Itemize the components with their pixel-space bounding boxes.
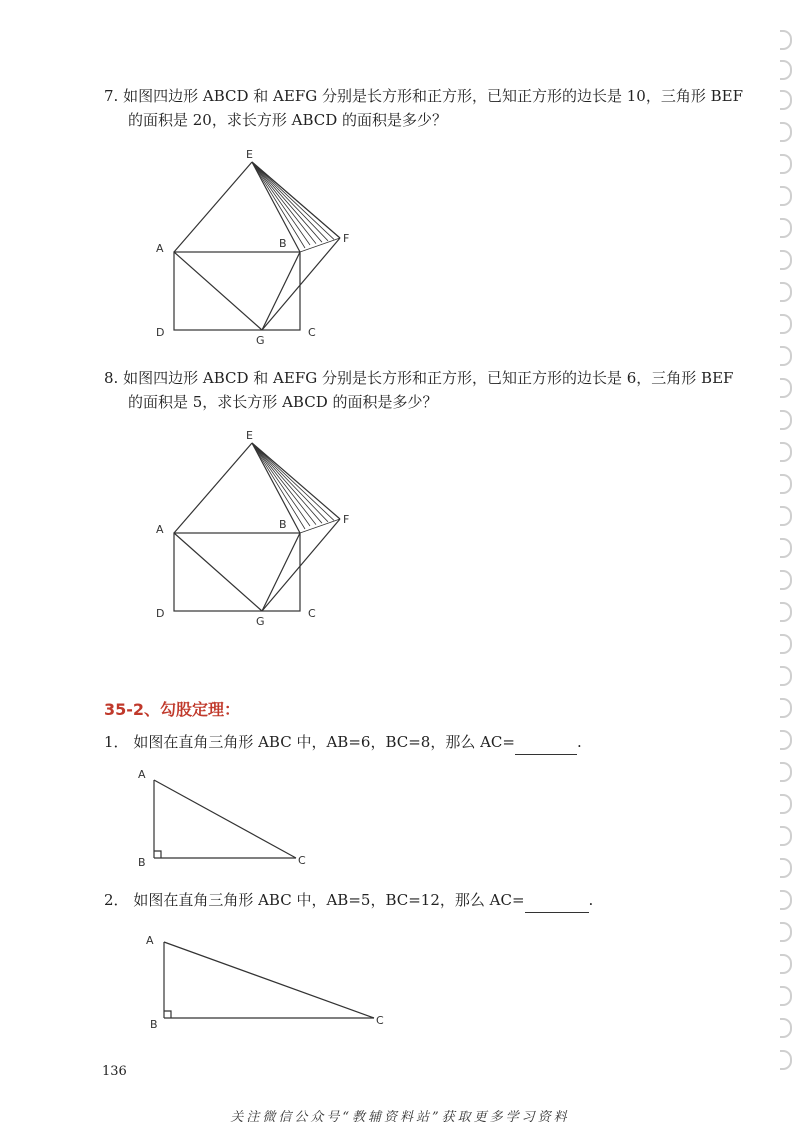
label-c: C bbox=[308, 607, 316, 620]
binding-ring bbox=[780, 890, 792, 910]
binding-ring bbox=[780, 506, 792, 526]
binding-ring bbox=[780, 538, 792, 558]
label-d: D bbox=[156, 326, 165, 339]
binding-ring bbox=[780, 730, 792, 750]
binding-ring bbox=[780, 122, 792, 142]
problem-7-line2: 的面积是 20，求长方形 ABCD 的面积是多少？ bbox=[128, 111, 448, 129]
right-angle-mark bbox=[154, 851, 161, 858]
label-a: A bbox=[156, 523, 164, 536]
pythagoras-1-figure bbox=[130, 762, 330, 876]
problem-7-text bbox=[104, 84, 744, 132]
pythagoras-2-text bbox=[104, 888, 744, 913]
segment-ae bbox=[174, 443, 252, 533]
binding-ring bbox=[780, 858, 792, 878]
label-b: B bbox=[279, 237, 287, 250]
pythagoras-1-question: 如图在直角三角形 ABC 中，AB=6，BC=8，那么 AC= bbox=[133, 733, 515, 751]
pythagoras-2-number: 2． bbox=[104, 891, 129, 909]
label-e: E bbox=[246, 148, 253, 161]
binding-ring bbox=[780, 666, 792, 686]
binding-ring bbox=[780, 762, 792, 782]
problem-8-line2: 的面积是 5，求长方形 ABCD 的面积是多少？ bbox=[128, 393, 438, 411]
problem-8-figure bbox=[140, 421, 380, 635]
right-triangle-1 bbox=[130, 762, 330, 872]
side-ac bbox=[154, 780, 296, 858]
section-title: 35-2、勾股定理： bbox=[104, 700, 241, 719]
label-g: G bbox=[256, 615, 265, 628]
label-b: B bbox=[138, 856, 146, 869]
problem-7-number: 7. bbox=[104, 87, 119, 105]
binding-ring bbox=[780, 346, 792, 366]
problem-7-diagram bbox=[140, 140, 380, 350]
pythagoras-2-figure bbox=[140, 928, 400, 1042]
pythagoras-2-question: 如图在直角三角形 ABC 中，AB=5，BC=12，那么 AC= bbox=[133, 891, 525, 909]
binding-ring bbox=[780, 570, 792, 590]
binding-ring bbox=[780, 30, 792, 50]
binding-ring bbox=[780, 250, 792, 270]
label-f: F bbox=[343, 513, 350, 526]
binding-ring bbox=[780, 410, 792, 430]
binding-ring bbox=[780, 186, 792, 206]
binding-ring bbox=[780, 826, 792, 846]
binding-ring bbox=[780, 602, 792, 622]
binding-ring bbox=[780, 1018, 792, 1038]
right-triangle-2 bbox=[140, 928, 400, 1038]
binding-ring bbox=[780, 60, 792, 80]
problem-7-figure bbox=[140, 140, 380, 354]
label-f: F bbox=[343, 232, 350, 245]
triangle-bef-hatching bbox=[252, 162, 340, 252]
side-ac bbox=[164, 942, 374, 1018]
binding-ring bbox=[780, 314, 792, 334]
problem-8-number: 8. bbox=[104, 369, 119, 387]
binding-ring bbox=[780, 698, 792, 718]
pythagoras-1-end: . bbox=[576, 733, 582, 751]
triangle-bef-hatching bbox=[252, 443, 340, 533]
binding-ring bbox=[780, 1050, 792, 1070]
problem-8-line1: 如图四边形 ABCD 和 AEFG 分别是长方形和正方形，已知正方形的边长是 6，三角形 BEF bbox=[123, 369, 734, 387]
label-c: C bbox=[298, 854, 306, 867]
pythagoras-2-end: . bbox=[588, 891, 594, 909]
segment-ae bbox=[174, 162, 252, 252]
problem-8-text bbox=[104, 366, 744, 414]
binding-ring bbox=[780, 154, 792, 174]
pythagoras-1-text bbox=[104, 730, 744, 755]
label-c: C bbox=[308, 326, 316, 339]
problem-8-diagram bbox=[140, 421, 380, 631]
label-d: D bbox=[156, 607, 165, 620]
segment-ag bbox=[174, 533, 262, 611]
label-c: C bbox=[376, 1014, 384, 1027]
binding-ring bbox=[780, 986, 792, 1006]
binding-ring bbox=[780, 474, 792, 494]
segment-eb bbox=[252, 443, 300, 533]
binding-ring bbox=[780, 282, 792, 302]
binding-ring bbox=[780, 378, 792, 398]
page-number: 136 bbox=[102, 1064, 127, 1079]
segment-ag bbox=[174, 252, 262, 330]
pythagoras-1-number: 1． bbox=[104, 733, 129, 751]
segment-ef bbox=[252, 443, 340, 519]
binding-ring bbox=[780, 922, 792, 942]
label-a: A bbox=[156, 242, 164, 255]
binding-ring bbox=[780, 954, 792, 974]
binding-ring bbox=[780, 634, 792, 654]
problem-7-line1: 如图四边形 ABCD 和 AEFG 分别是长方形和正方形，已知正方形的边长是 10，三角形 BEF bbox=[123, 87, 743, 105]
answer-blank[interactable] bbox=[515, 730, 577, 755]
label-a: A bbox=[146, 934, 154, 947]
label-b: B bbox=[150, 1018, 158, 1031]
right-angle-mark bbox=[164, 1011, 171, 1018]
answer-blank[interactable] bbox=[525, 888, 589, 913]
label-g: G bbox=[256, 334, 265, 347]
footer-note: 关注微信公众号“教辅资料站”获取更多学习资料 bbox=[230, 1110, 570, 1125]
binding-ring bbox=[780, 218, 792, 238]
segment-eb bbox=[252, 162, 300, 252]
label-b: B bbox=[279, 518, 287, 531]
label-a: A bbox=[138, 768, 146, 781]
binding-ring bbox=[780, 90, 792, 110]
label-e: E bbox=[246, 429, 253, 442]
binding-ring bbox=[780, 794, 792, 814]
spiral-binding bbox=[766, 0, 800, 1131]
binding-ring bbox=[780, 442, 792, 462]
